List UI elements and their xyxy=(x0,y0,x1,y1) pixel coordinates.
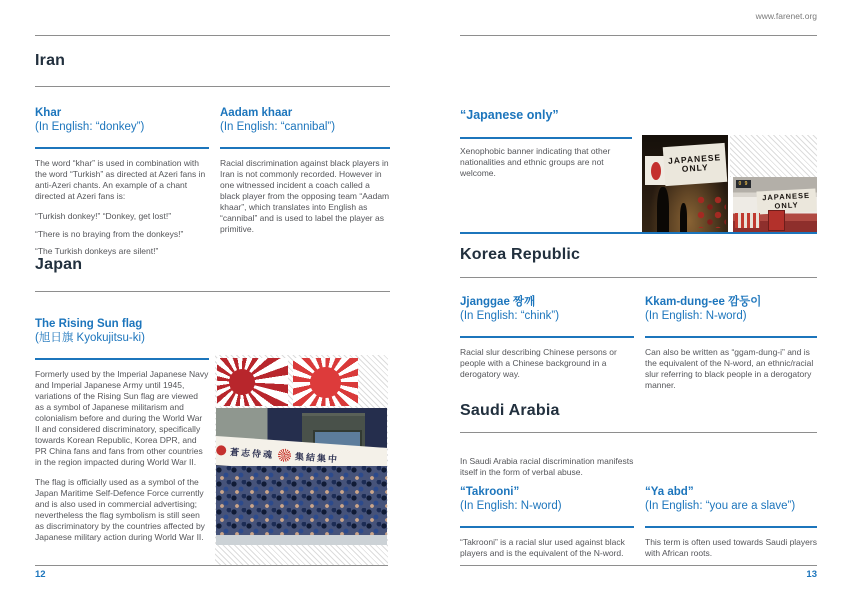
transparent-area xyxy=(730,135,817,177)
term-rule xyxy=(460,336,634,338)
term-name-jjanggae: Jjanggae 짱깨 xyxy=(460,296,536,308)
japanese-only-banner xyxy=(663,143,727,186)
banner-calligraphy-right: 集結集中 xyxy=(294,451,339,465)
red-gate xyxy=(768,210,784,231)
term-name-khar: Khar xyxy=(35,107,62,119)
footer-rule xyxy=(460,565,817,566)
term-body-khar: The word “khar” is used in combination with the word “Turkish” as directed at Azeri fans in anti-Azeri chants. An example of a chant directed at Azeri fans is: xyxy=(35,158,206,201)
term-rule xyxy=(35,358,209,360)
term-translation-jjanggae: (In English: “chink”) xyxy=(460,310,560,322)
chant-line-3: “The Turkish donkeys are silent!” xyxy=(35,246,159,256)
flag-sun-disc xyxy=(310,367,341,398)
term-name-kkam-dung-ee: Kkam-dung-ee 깜둥이 xyxy=(645,296,762,308)
stadium-crowd-photo xyxy=(216,408,387,545)
country-title-korea: Korea Republic xyxy=(460,246,581,263)
concourse-banner-photo xyxy=(642,135,728,232)
term-body-kkam-dung-ee: Can also be written as “ggam-dung-i” and is the equivalent of the N-word, an ethnic/racial slur referring to black people in a derogatory manner. xyxy=(645,347,814,390)
term-body-rising-sun-1: Formerly used by the Imperial Japanese Navy and Imperial Japanese Army until 1945, variations of the Rising Sun flag are viewed as a symbol of Japanese militarism and colonialism before and during the World War II and considered discriminatory, specifically towards Korean Republic, Korea DPR, and PR China fans and fans from other countries in the region impacted during World War II. xyxy=(35,369,209,467)
rising-sun-flag-centered-image xyxy=(293,358,358,406)
term-kkam-dung-ee xyxy=(645,295,817,400)
term-name-takrooni: “Takrooni” xyxy=(460,486,520,498)
term-rule xyxy=(460,526,634,528)
flag-sun-disc xyxy=(229,369,255,395)
scoreboard: 0 9 xyxy=(736,180,752,188)
term-rule xyxy=(645,526,817,528)
term-name-ya-abd: “Ya abd” xyxy=(645,486,694,498)
rising-sun-icon xyxy=(277,448,291,462)
term-translation-takrooni: (In English: N-word) xyxy=(460,500,562,512)
page-13 xyxy=(425,0,850,603)
banner-word-2: ONLY xyxy=(681,162,710,174)
term-translation-khar: (In English: “donkey”) xyxy=(35,121,145,133)
term-body-jjanggae: Racial slur describing Chinese persons or people with a Chinese background in a derogatory way. xyxy=(460,347,617,379)
iran-title-rule xyxy=(35,86,390,87)
section-bottom-rule xyxy=(460,232,817,234)
japanese-only-banner xyxy=(756,189,816,215)
term-name-rising-sun: The Rising Sun flag xyxy=(35,318,143,330)
saudi-title-rule xyxy=(460,432,817,433)
section-title-japanese-only: “Japanese only” xyxy=(460,108,559,122)
term-translation-rising-sun: (旭日旗 Kyokujitsu-ki) xyxy=(35,332,145,344)
banner-word-1: JAPANESE xyxy=(668,151,722,166)
header-rule xyxy=(460,35,817,36)
term-jjanggae xyxy=(460,295,634,389)
term-rising-sun-flag xyxy=(35,317,209,552)
banner-word-1: JAPANESE xyxy=(761,190,810,203)
japan-media-block xyxy=(215,355,388,566)
rising-sun-flag-offset-image xyxy=(217,358,288,406)
term-body-takrooni: “Takrooni” is a racial slur used against black players and is the equivalent of the N-word. xyxy=(460,537,625,558)
term-name-aadam-khaar: Aadam khaar xyxy=(220,107,293,119)
page-number-right: 13 xyxy=(806,569,817,580)
hinomaru-icon xyxy=(216,446,226,457)
country-title-saudi: Saudi Arabia xyxy=(460,402,560,419)
term-rule xyxy=(35,147,209,149)
red-white-flags xyxy=(735,213,760,227)
korea-title-rule xyxy=(460,277,817,278)
term-body-rising-sun-2: The flag is officially used as a symbol of the Japan Maritime Self-Defence Force currently and is also used in commercial advertising; nevertheless the flag symbolism is still seen as discriminatory by the countries affected by Japanese military action during World War II. xyxy=(35,477,205,542)
term-rule xyxy=(645,336,817,338)
term-takrooni xyxy=(460,485,634,568)
term-rule xyxy=(220,147,390,149)
banner-calligraphy-left: 蒼志侍魂 xyxy=(229,447,274,461)
term-translation-aadam-khaar: (In English: “cannibal”) xyxy=(220,121,336,133)
term-khar xyxy=(35,106,209,264)
stand-banner-photo xyxy=(730,135,817,232)
stadium-steps xyxy=(216,535,387,545)
flag-sun-disc xyxy=(651,162,661,181)
chant-line-2: “There is no braying from the donkeys!” xyxy=(35,228,184,239)
header-rule xyxy=(35,35,390,36)
footer-rule xyxy=(35,565,388,566)
japanese-only-body: Xenophobic banner indicating that other nationalities and ethnic groups are not welcome. xyxy=(460,146,611,178)
section-rule xyxy=(460,137,632,139)
site-url: www.farenet.org xyxy=(755,11,817,21)
person-silhouette xyxy=(680,203,687,232)
country-title-japan: Japan xyxy=(35,256,83,273)
crowd-of-fans xyxy=(216,466,387,537)
term-body-aadam-khaar: Racial discrimination against black players in Iran is not commonly recorded. However in one witnessed incident a coach called a black player from the opposing team “Aadam khaar”, which translates into English as “cannibal” and is used to label the player as primitive. xyxy=(220,158,390,234)
stand-photo-image xyxy=(733,177,817,232)
term-aadam-khaar xyxy=(220,106,390,244)
country-title-iran: Iran xyxy=(35,52,66,69)
term-ya-abd xyxy=(645,485,817,568)
japan-title-rule xyxy=(35,291,390,292)
fans-in-red xyxy=(697,195,726,228)
person-silhouette xyxy=(657,187,668,232)
term-translation-kkam-dung-ee: (In English: N-word) xyxy=(645,310,747,322)
banner-word-2: ONLY xyxy=(773,200,799,211)
saudi-intro: In Saudi Arabia racial discrimination manifests itself in the form of verbal abuse. xyxy=(460,456,634,477)
page-number-left: 12 xyxy=(35,569,46,580)
term-body-ya-abd: This term is often used towards Saudi players with African roots. xyxy=(645,537,817,558)
chant-line-1: “Turkish donkey!” “Donkey, get lost!” xyxy=(35,211,172,221)
term-translation-ya-abd: (In English: “you are a slave”) xyxy=(645,500,796,512)
